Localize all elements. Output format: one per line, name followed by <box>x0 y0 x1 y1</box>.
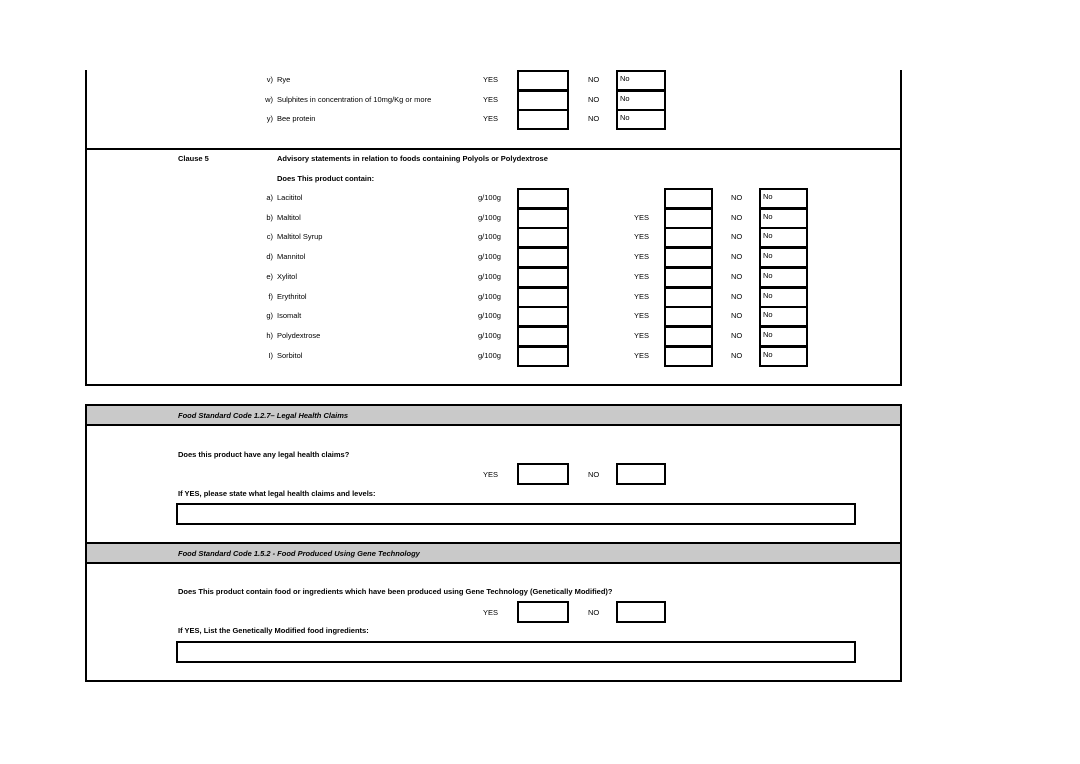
yes-box[interactable] <box>664 227 713 248</box>
yes-box[interactable] <box>517 70 569 91</box>
allergen-letter: v) <box>266 75 273 84</box>
yes-box[interactable] <box>664 287 713 308</box>
yes-box[interactable] <box>517 90 569 111</box>
allergen-letter: w) <box>265 94 273 104</box>
unit-label: g/100g <box>478 330 501 340</box>
section-left-border <box>85 70 87 386</box>
amount-box[interactable] <box>517 208 569 229</box>
yes-label: YES <box>634 350 650 360</box>
unit-label: g/100g <box>478 212 501 222</box>
yes-label: YES <box>634 252 650 262</box>
amount-box[interactable] <box>517 346 569 367</box>
polyol-label: Sorbitol <box>277 350 303 360</box>
no-label: NO <box>731 330 743 340</box>
amount-box[interactable] <box>517 247 569 268</box>
amount-box[interactable] <box>517 227 569 248</box>
health-claims-details-field[interactable] <box>176 503 856 525</box>
gene-bottom-border <box>85 680 902 682</box>
gene-tech-title: Food Standard Code 1.5.2 - Food Produced Using Gene Technology <box>178 549 420 558</box>
unit-label: g/100g <box>478 232 501 242</box>
polyol-letter: b) <box>266 212 273 222</box>
unit-label: g/100g <box>478 271 501 281</box>
allergen-label: Bee protein <box>277 114 316 124</box>
yes-box[interactable] <box>664 247 713 268</box>
polyol-label: Isomalt <box>277 311 302 321</box>
yes-label: YES <box>483 94 499 104</box>
health-claims-header <box>85 404 902 426</box>
no-label: NO <box>731 193 743 202</box>
polyol-label: Xylitol <box>277 271 298 281</box>
gene-no-box[interactable] <box>616 601 666 623</box>
unit-label: g/100g <box>478 252 501 262</box>
health-yes-label: YES <box>483 470 499 479</box>
amount-box[interactable] <box>517 306 569 327</box>
no-label: NO <box>731 311 743 321</box>
unit-label: g/100g <box>478 193 501 202</box>
no-label: NO <box>731 252 743 262</box>
health-claims-question: Does this product have any legal health claims? <box>178 450 350 459</box>
answer-box[interactable]: No <box>759 247 808 268</box>
yes-label: YES <box>634 291 650 301</box>
yes-box[interactable] <box>664 188 713 209</box>
gene-tech-header <box>85 542 902 564</box>
allergen-letter: y) <box>266 114 273 124</box>
no-label: NO <box>731 212 743 222</box>
answer-box[interactable]: No <box>616 70 666 91</box>
unit-label: g/100g <box>478 350 501 360</box>
yes-box[interactable] <box>664 346 713 367</box>
clause-heading: Advisory statements in relation to foods containing Polyols or Polydextrose <box>277 154 548 163</box>
gene-tech-followup: If YES, List the Genetically Modified food ingredients: <box>178 626 369 635</box>
clause-label: Clause 5 <box>178 154 209 163</box>
answer-box[interactable]: No <box>759 227 808 248</box>
health-no-box[interactable] <box>616 463 666 485</box>
health-no-label: NO <box>588 470 600 479</box>
polyol-letter: d) <box>266 252 273 262</box>
section-divider <box>85 148 902 150</box>
yes-label: YES <box>634 330 650 340</box>
yes-label: YES <box>634 232 650 242</box>
gene-no-label: NO <box>588 608 600 617</box>
yes-label: YES <box>634 311 650 321</box>
yes-label: YES <box>634 271 650 281</box>
gene-yes-label: YES <box>483 608 499 617</box>
yes-box[interactable] <box>664 208 713 229</box>
allergen-label: Rye <box>277 75 291 84</box>
amount-box[interactable] <box>517 326 569 347</box>
polyol-letter: h) <box>266 330 273 340</box>
answer-box[interactable]: No <box>759 326 808 347</box>
answer-box[interactable]: No <box>759 306 808 327</box>
gene-tech-ingredients-field[interactable] <box>176 641 856 663</box>
no-label: NO <box>588 114 600 124</box>
polyol-letter: g) <box>266 311 273 321</box>
polyol-letter: a) <box>266 193 273 202</box>
allergen-label: Sulphites in concentration of 10mg/Kg or more <box>277 94 432 104</box>
no-label: NO <box>588 75 600 84</box>
unit-label: g/100g <box>478 291 501 301</box>
yes-box[interactable] <box>517 109 569 130</box>
polyol-label: Lacititol <box>277 193 303 202</box>
polyol-label: Mannitol <box>277 252 306 262</box>
polyol-letter: e) <box>266 271 273 281</box>
answer-box[interactable]: No <box>759 267 808 288</box>
yes-label: YES <box>634 212 650 222</box>
health-claims-title: Food Standard Code 1.2.7– Legal Health Claims <box>178 411 349 420</box>
section-right-border <box>900 70 902 386</box>
amount-box[interactable] <box>517 267 569 288</box>
no-label: NO <box>731 232 743 242</box>
answer-box[interactable]: No <box>759 208 808 229</box>
clause-question: Does This product contain: <box>277 174 375 183</box>
no-label: NO <box>588 94 600 104</box>
health-claims-followup: If YES, please state what legal health claims and levels: <box>178 489 376 498</box>
section-bottom-border <box>85 384 902 386</box>
gene-yes-box[interactable] <box>517 601 569 623</box>
polyol-letter: f) <box>268 291 273 301</box>
answer-box[interactable]: No <box>616 90 666 111</box>
yes-box[interactable] <box>664 267 713 288</box>
polyol-letter: I) <box>268 350 273 360</box>
amount-box[interactable] <box>517 287 569 308</box>
answer-box[interactable]: No <box>616 109 666 130</box>
amount-box[interactable] <box>517 188 569 209</box>
answer-box[interactable]: No <box>759 346 808 367</box>
polyol-letter: c) <box>266 232 273 242</box>
health-yes-box[interactable] <box>517 463 569 485</box>
polyol-label: Polydextrose <box>277 330 321 340</box>
yes-label: YES <box>483 114 499 124</box>
yes-box[interactable] <box>664 306 713 327</box>
no-label: NO <box>731 271 743 281</box>
answer-box[interactable]: No <box>759 188 808 209</box>
answer-box[interactable]: No <box>759 287 808 308</box>
gene-tech-question: Does This product contain food or ingredients which have been produced using Gene Technology (Genetically Modified)? <box>178 587 613 596</box>
no-label: NO <box>731 291 743 301</box>
polyol-label: Maltitol Syrup <box>277 232 323 242</box>
yes-label: YES <box>483 75 499 84</box>
yes-box[interactable] <box>664 326 713 347</box>
polyol-label: Erythritol <box>277 291 307 301</box>
polyol-label: Maltitol <box>277 212 301 222</box>
unit-label: g/100g <box>478 311 501 321</box>
no-label: NO <box>731 350 743 360</box>
